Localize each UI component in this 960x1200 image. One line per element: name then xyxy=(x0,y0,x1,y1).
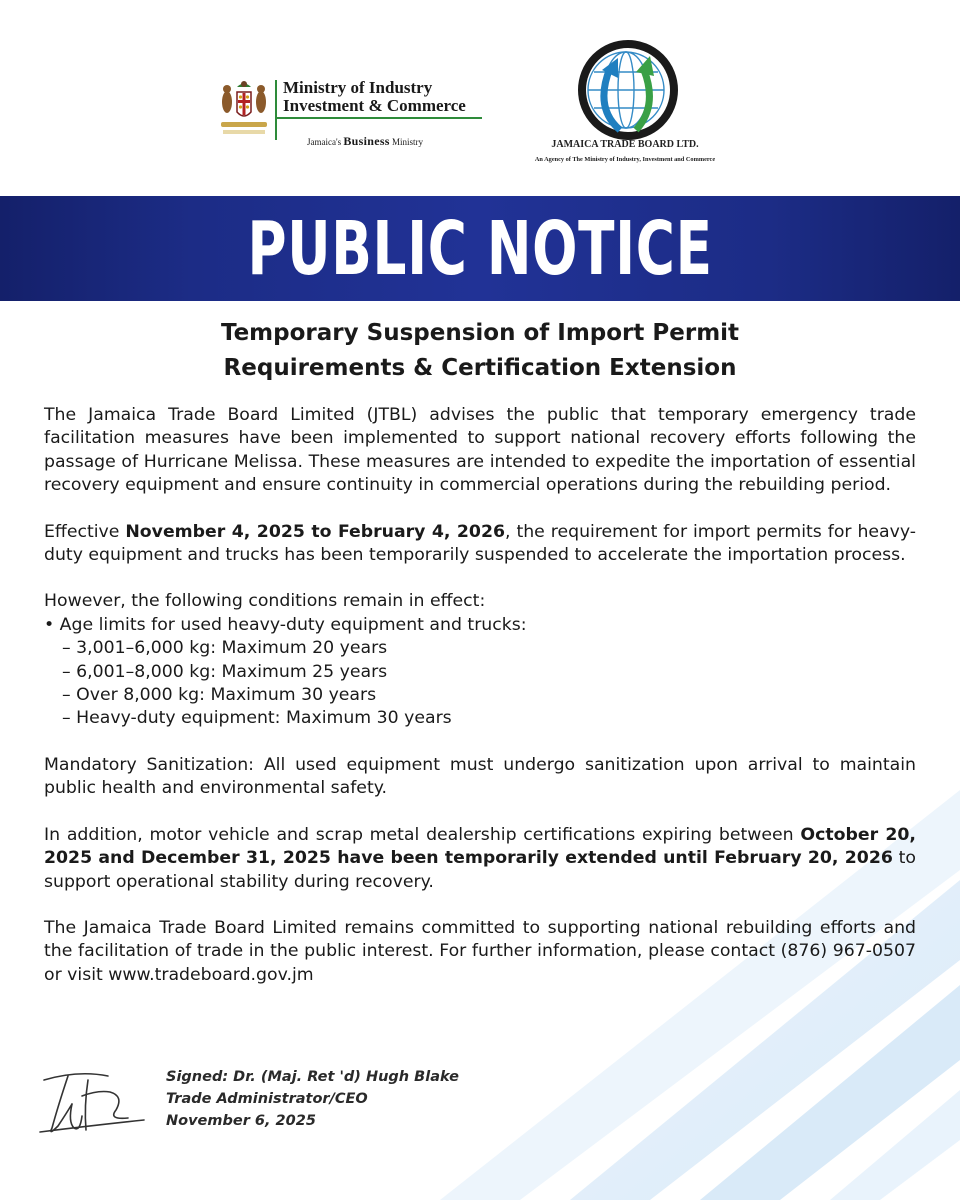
ministry-divider-horizontal xyxy=(277,117,482,119)
paragraph-conditions-intro: However, the following conditions remain in effect: xyxy=(44,591,486,612)
signature-text xyxy=(166,1066,459,1132)
signature-date: November 6, 2025 xyxy=(166,1113,316,1129)
ministry-logo xyxy=(215,74,490,154)
notice-title xyxy=(0,316,960,386)
signature-block xyxy=(38,1066,538,1146)
notice-body xyxy=(44,404,916,987)
effective-dates: November 4, 2025 to February 4, 2026 xyxy=(125,521,506,542)
age-limits-bullet: • Age limits for used heavy-duty equipment and trucks: xyxy=(44,614,527,635)
handwritten-signature xyxy=(38,1066,148,1138)
jtb-subtitle: An Agency of The Ministry of Industry, Investment and Commerce xyxy=(534,156,716,163)
signatory-name: Signed: Dr. (Maj. Ret 'd) Hugh Blake xyxy=(166,1069,459,1085)
paragraph-effective: Effective November 4, 2025 to February 4, 2026, the requirement for import permits for heavy-duty equipment and trucks has been temporarily suspended to accelerate the importation process. xyxy=(44,521,917,566)
paragraph-sanitization: Mandatory Sanitization: All used equipment must undergo sanitization upon arrival to maintain public health and environmental safety. xyxy=(44,754,916,799)
globe-arrows-logo xyxy=(558,40,698,140)
public-notice-banner xyxy=(0,196,960,301)
banner-title: PUBLIC NOTICE xyxy=(247,205,713,292)
ministry-name-line2: Investment & Commerce xyxy=(283,96,466,115)
paragraph-certification-extension: In addition, motor vehicle and scrap metal dealership certifications expiring between October 20, 2025 and December 31, 2025 have been temporarily extended until February 20, 2026 to support operational stability during recovery. xyxy=(44,824,917,892)
paragraph-intro: The Jamaica Trade Board Limited (JTBL) advises the public that temporary emergency trade facilitation measures have been implemented to support national recovery efforts following the passage of Hurricane Melissa. These measures are intended to expedite the importation of essential recovery equipment and ensure continuity in commercial operations during the rebuilding period. xyxy=(44,405,916,496)
age-limit-item: – 6,001–8,000 kg: Maximum 25 years xyxy=(62,661,388,682)
notice-title-line1: Temporary Suspension of Import Permit xyxy=(220,320,740,346)
coat-of-arms-icon xyxy=(215,78,273,140)
notice-title-line2: Requirements & Certification Extension xyxy=(223,355,737,381)
ministry-name-line1: Ministry of Industry xyxy=(283,78,433,97)
ministry-tagline: Jamaica's Business Ministry xyxy=(307,134,424,148)
age-limit-item: – 3,001–6,000 kg: Maximum 20 years xyxy=(62,638,388,659)
signatory-title: Trade Administrator/CEO xyxy=(166,1091,368,1107)
jtb-name: JAMAICA TRADE BOARD LTD. xyxy=(551,139,699,150)
paragraph-closing: The Jamaica Trade Board Limited remains committed to supporting national rebuilding efforts and the facilitation of trade in the public interest. For further information, please contact (876) 967-0507 or visit www.tradeboard.gov.jm xyxy=(44,917,916,985)
age-limit-item: – Over 8,000 kg: Maximum 30 years xyxy=(62,685,377,706)
extension-dates: October 20, 2025 and December 31, 2025 have been temporarily extended until February 20, 2026 xyxy=(44,824,916,869)
ministry-divider-vertical xyxy=(275,80,277,140)
age-limit-item: – Heavy-duty equipment: Maximum 30 years xyxy=(62,708,452,729)
jtb-logo xyxy=(510,40,740,170)
header xyxy=(0,0,960,196)
